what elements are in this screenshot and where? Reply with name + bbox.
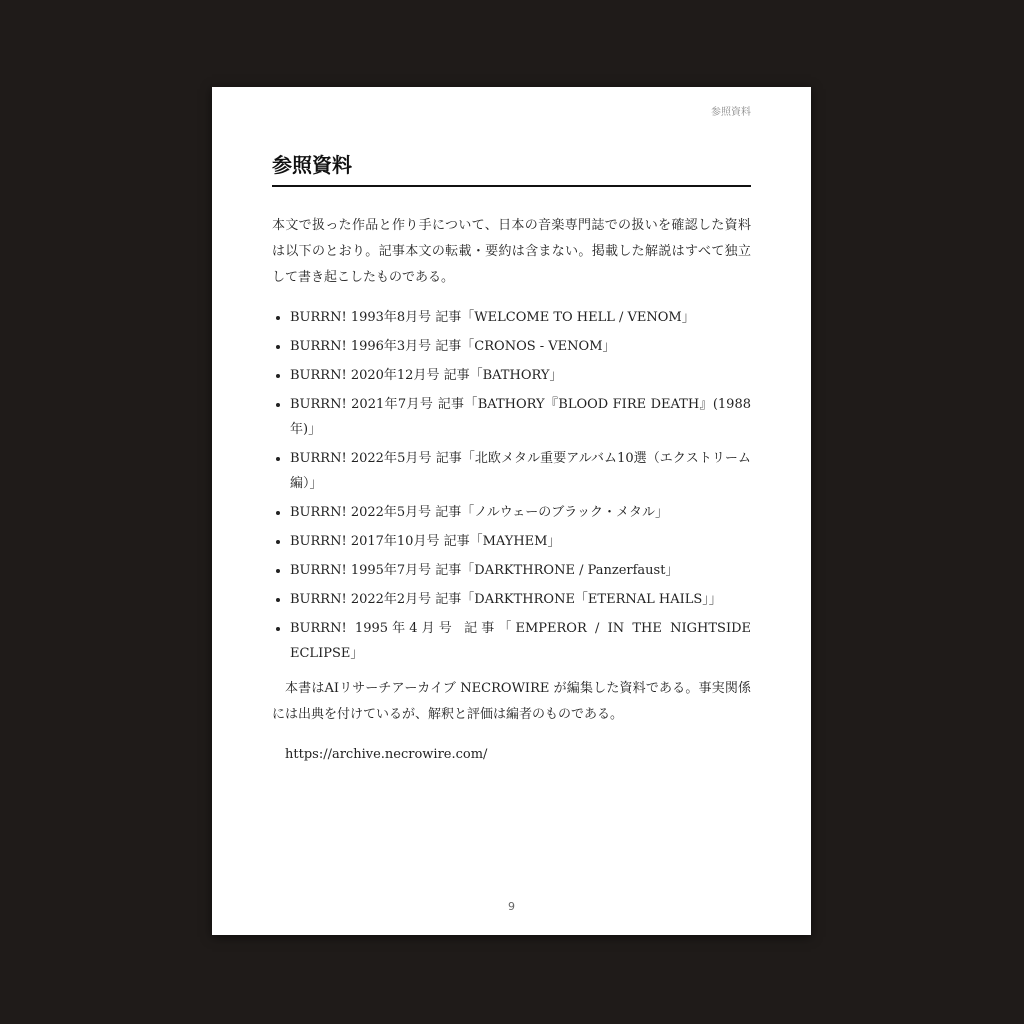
section-title: 参照資料 [272,151,751,187]
bullet-icon [276,374,280,378]
reference-text: BURRN! 2020年12月号 記事「BATHORY」 [290,368,563,383]
bullet-icon [276,627,280,631]
reference-text: BURRN! 1995年7月号 記事「DARKTHRONE / Panzerfaust」 [290,563,679,578]
reference-text: BURRN! 1996年3月号 記事「CRONOS - VENOM」 [290,339,616,354]
reference-item [272,392,751,442]
page-content [272,151,751,768]
reference-item [272,558,751,583]
bullet-icon [276,540,280,544]
reference-text: BURRN! 1995年4月号 記事「EMPEROR / IN THE NIGHTSIDE ECLIPSE」 [290,621,751,661]
reference-item [272,616,751,666]
bullet-icon [276,511,280,515]
reference-item [272,446,751,496]
reference-list [272,305,751,666]
intro-paragraph: 本文で扱った作品と作り手について、日本の音楽専門誌での扱いを確認した資料は以下のとおり。記事本文の転載・要約は含まない。掲載した解説はすべて独立して書き起こしたものである。 [272,218,751,285]
reference-item [272,587,751,612]
bullet-icon [276,345,280,349]
reference-item [272,305,751,330]
reference-item [272,334,751,359]
reference-text: BURRN! 2022年5月号 記事「北欧メタル重要アルバム10選（エクストリーム編）」 [290,451,751,491]
bullet-icon [276,403,280,407]
document-page [212,87,811,935]
reference-text: BURRN! 2022年5月号 記事「ノルウェーのブラック・メタル」 [290,505,669,520]
reference-text: BURRN! 2017年10月号 記事「MAYHEM」 [290,534,561,549]
reference-item [272,363,751,388]
archive-link[interactable]: https://archive.necrowire.com/ [285,747,488,762]
bullet-icon [276,457,280,461]
bullet-icon [276,569,280,573]
running-header: 参照資料 [711,107,751,118]
reference-item [272,500,751,525]
page-number: 9 [508,900,515,913]
bullet-icon [276,316,280,320]
bullet-icon [276,598,280,602]
reference-text: BURRN! 1993年8月号 記事「WELCOME TO HELL / VENOM」 [290,310,695,325]
reference-text: BURRN! 2022年2月号 記事「DARKTHRONE「ETERNAL HAILS」」 [290,592,722,607]
reference-item [272,529,751,554]
reference-text: BURRN! 2021年7月号 記事「BATHORY『BLOOD FIRE DEATH』(1988年)」 [290,397,751,437]
editor-note: 本書はAIリサーチアーカイブ NECROWIRE が編集した資料である。事実関係には出典を付けているが、解釈と評価は編者のものである。 [272,681,751,722]
